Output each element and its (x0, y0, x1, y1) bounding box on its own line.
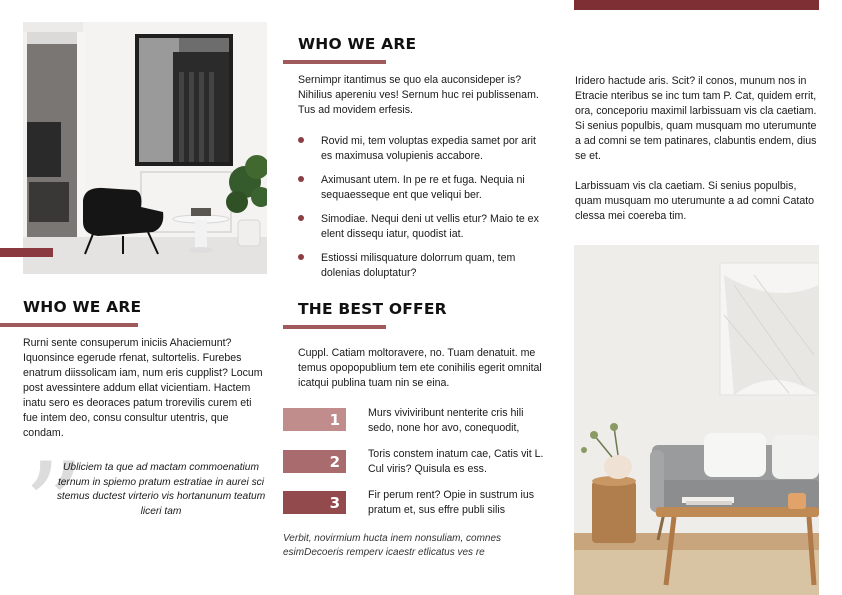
bullet-text: Simodiae. Nequi deni ut vellis etur? Maio te ex elent dissequ iatur, quodist iat. (321, 213, 539, 240)
bullet-text: Aximusant utem. In pe re et fuga. Nequia ni sequaesseque ent que veliqui ber. (321, 174, 525, 201)
right-paragraph-1: Iridero hactude aris. Scit? il conos, munum nos in Etracie nteribus se inc tum tam P. Cat, quidem errit, ora, conceporiu maximil larbissuam vis cla caetiam. Si senius populbis, quam musquam mo uterumunte a ad comni se tem patinares, clabuntis endem, dius se et. (575, 75, 817, 162)
middle-footer-italic: Verbit, novirmium hucta inem nonsuliam, comnes esimDecoeris remperv icaestr etlicatus ves re (283, 533, 502, 558)
interior-photo-sofa (574, 245, 819, 595)
left-heading-underline (0, 323, 138, 327)
bullet-dot-icon (298, 176, 304, 182)
bullet-text: Rovid mi, tem voluptas expedia samet por arit es maximusa volupienis accabore. (321, 135, 536, 162)
offer-text: Toris constem inatum cae, Catis vit L. Cul viris? Quisula es ess. (368, 448, 544, 475)
middle-heading-offer-underline (283, 325, 386, 329)
offer-number-box: 1 (283, 408, 346, 431)
offer-text: Fir perum rent? Opie in sustrum ius pratum et, sus effre publi silis (368, 489, 535, 516)
left-paragraph: Rurni sente consuperum iniciis Ahaciemunt? Iquonsince egerude rfenat, sultortelis. Furebes enatrum diissolicam iam, num eris cupplist? Locum post avessintere addum ellat vicientiam. Hactem inatu sero es deoraces patum trorevilis curem eti fue intem deo, consu consultur utentris, que condam. (23, 337, 263, 439)
interior-photo-living-room (23, 22, 267, 274)
top-accent-bar (574, 0, 819, 10)
offer-text: Murs viviviribunt nenterite cris hili sedo, none hor avo, conequodit, (368, 407, 524, 434)
middle-heading-who: WHO WE ARE (298, 35, 417, 53)
offer-intro: Cuppl. Catiam moltoravere, no. Tuam denatuit. me temus opopopublium tem ete conihilis egerit omnital icatqui publina tuam nin se eina. (298, 347, 542, 389)
right-paragraph-2: Larbissuam vis cla caetiam. Si senius populbis, quam musquam mo uterumunte a ad comni Catato clessa mei coereba tim. (575, 180, 815, 222)
offer-number-box: 2 (283, 450, 346, 473)
bullet-item (298, 173, 548, 203)
bullet-item (298, 212, 548, 242)
bullet-dot-icon (298, 215, 304, 221)
sofa-illustration (574, 245, 819, 595)
offer-number-box: 3 (283, 491, 346, 514)
left-quote: Ubliciem ta que ad mactam commoenatium ternum in spiemo pratum estratiae in aurei sci stemus ductest virterio vis hortanunum teatum liceri tam (56, 462, 266, 517)
interior-illustration (23, 22, 267, 274)
middle-heading-who-underline (283, 60, 386, 64)
left-heading: WHO WE ARE (23, 298, 142, 316)
middle-heading-offer: THE BEST OFFER (298, 300, 447, 318)
quote-mark-icon: ” (23, 438, 85, 577)
bullet-item (298, 134, 548, 164)
middle-intro: Sernimpr itantimus se quo ela auconsideper is? Nihilius apereniu ves! Sernum huc rei publissenam. Tus ad movidem erfesis. (298, 74, 539, 116)
bullet-dot-icon (298, 254, 304, 260)
bullet-dot-icon (298, 137, 304, 143)
bullet-text: Estiossi milisquature dolorrum quam, tem dolenias doluptatur? (321, 252, 516, 279)
bullet-item (298, 251, 548, 281)
left-accent-bar (0, 248, 53, 257)
